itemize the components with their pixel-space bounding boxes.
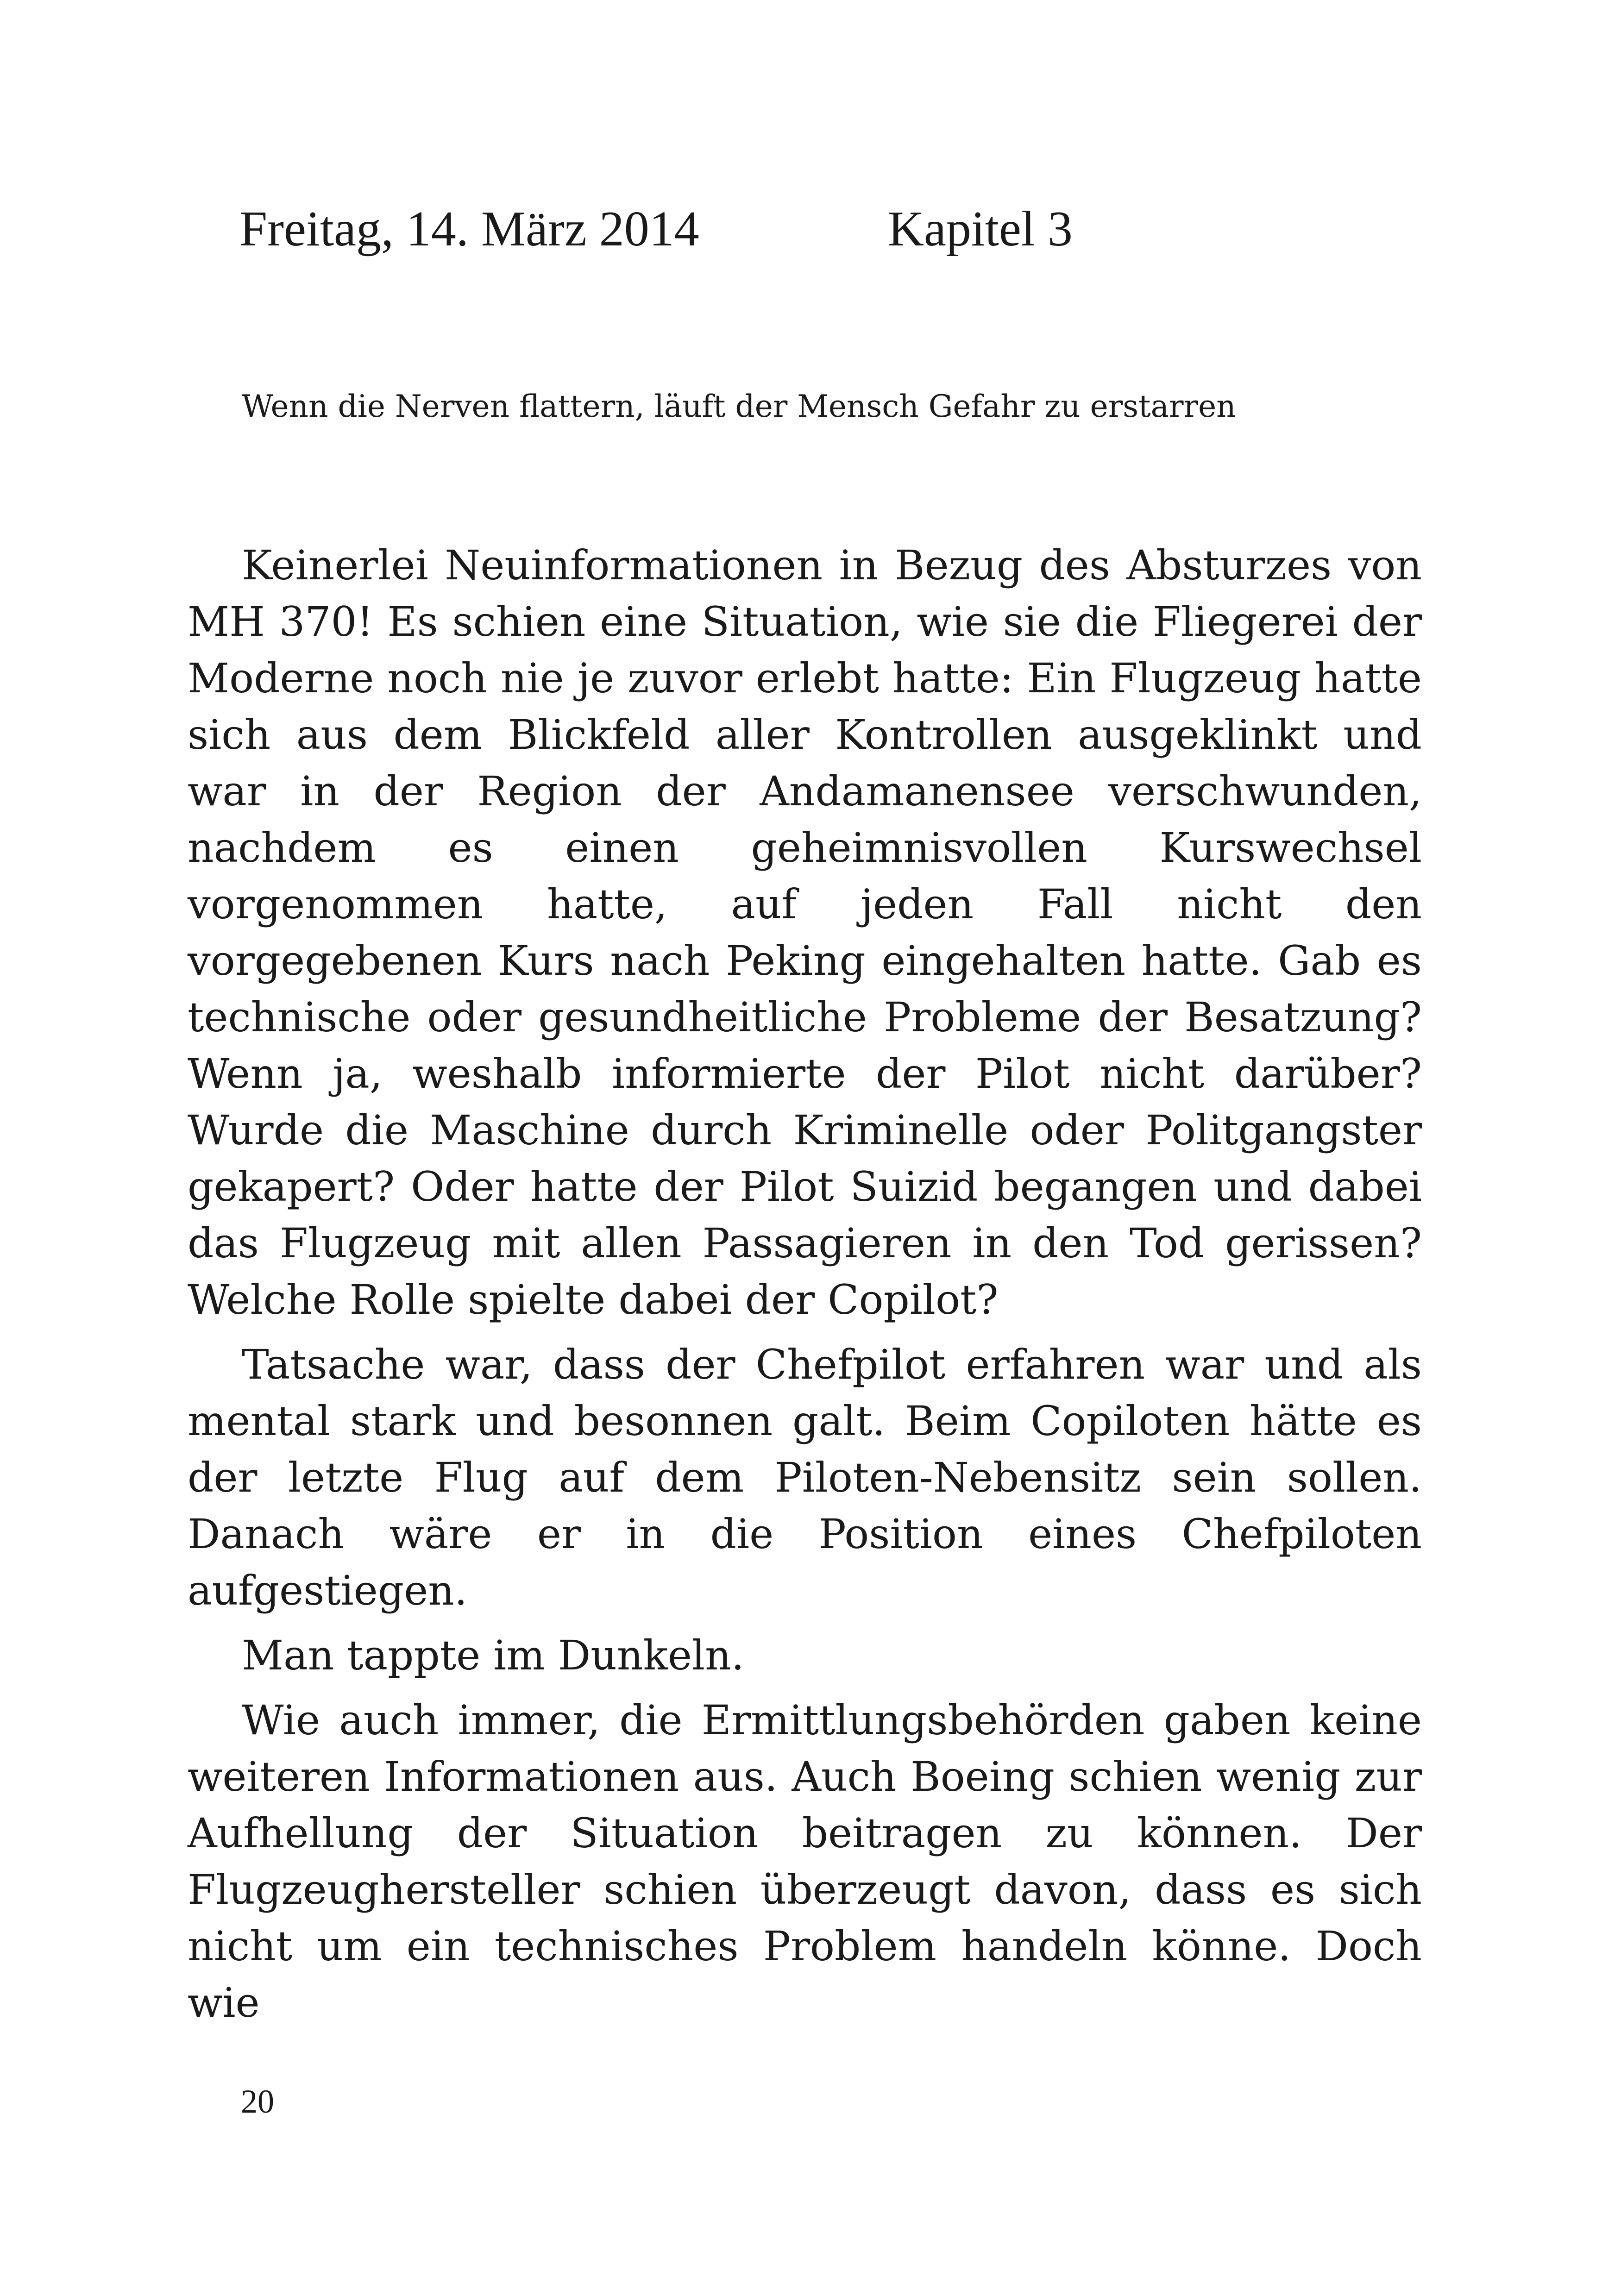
chapter-date: Freitag, 14. März 2014 <box>239 201 699 257</box>
chapter-heading <box>239 199 1073 259</box>
paragraph: Wie auch immer, die Ermittlungsbehörden gaben keine weiteren Informationen aus. Auch Boeing schien wenig zur Aufhellung der Situation beitragen zu können. Der Flugzeughersteller schien überzeugt davon, dass es sich nicht um ein technisches Problem handeln könne. Doch wie <box>188 1696 1422 2026</box>
paragraph: Man tappte im Dunkeln. <box>242 1631 744 1679</box>
paragraph: Keinerlei Neuinformationen in Bezug des Absturzes von MH 370! Es schien eine Situation, wie sie die Fliegerei der Moderne noch nie je zuvor erlebt hatte: Ein Flugzeug hatte sich aus dem Blickfeld aller Kontrollen ausgeklinkt und war in der Region der Andamanensee verschwunden, nachdem es einen geheimnisvollen Kurswechsel vorgenommen hatte, auf jeden Fall nicht den vorgegebenen Kurs nach Peking eingehalten hatte. Gab es technische oder gesundheitliche Probleme der Besatzung? Wenn ja, weshalb informierte der Pilot nicht darüber? Wurde die Maschine durch Kriminelle oder Politgangster gekapert? Oder hatte der Pilot Suizid begangen und dabei das Flugzeug mit allen Passagieren in den Tod gerissen? Welche Rolle spielte dabei der Copilot? <box>188 541 1422 1324</box>
body-text <box>188 537 1422 2039</box>
chapter-motto: Wenn die Nerven flattern, läuft der Mensch Gefahr zu erstarren <box>242 389 1236 424</box>
page-number: 20 <box>241 2083 274 2120</box>
paragraph: Tatsache war, dass der Chefpilot erfahren war und als mental stark und besonnen galt. Beim Copiloten hätte es der letzte Flug auf dem Piloten-Nebensitz sein sollen. Danach wäre er in die Position eines Chefpiloten aufgestiegen. <box>188 1341 1422 1614</box>
chapter-title: Kapitel 3 <box>888 201 1073 257</box>
